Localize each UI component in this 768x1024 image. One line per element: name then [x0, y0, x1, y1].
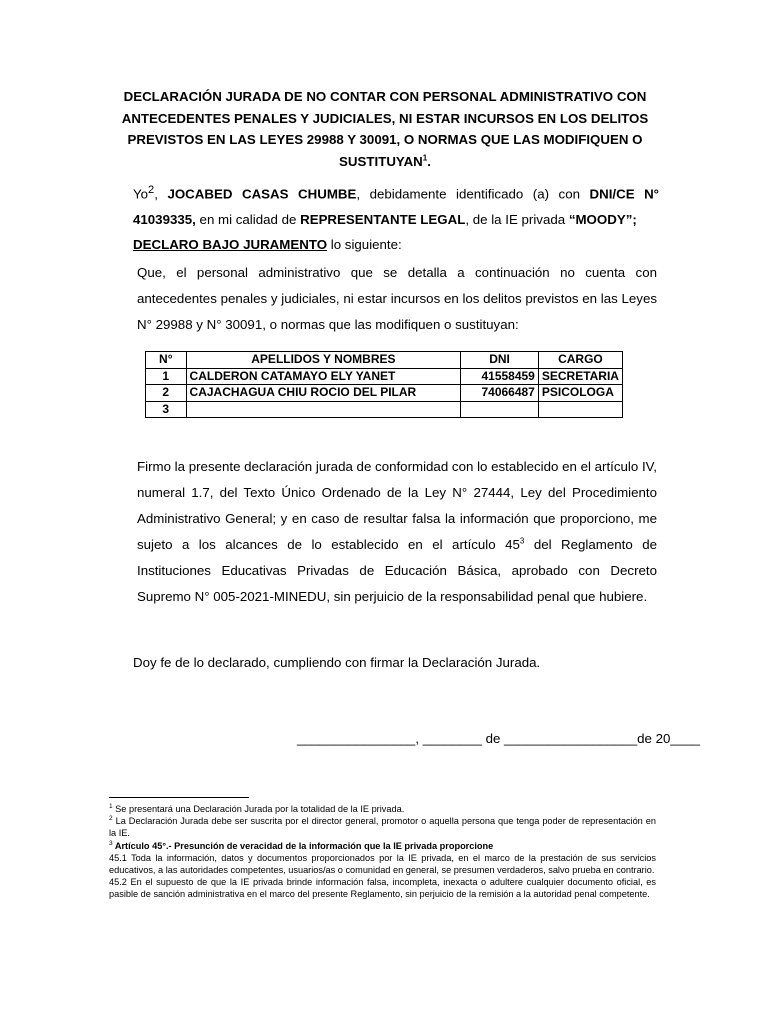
header-names: APELLIDOS Y NOMBRES: [186, 352, 461, 369]
footnote-1-marker: 1: [109, 802, 113, 810]
footnote-3-title: Artículo 45°.- Presunción de veracidad de la información que la IE privada proporcione: [112, 840, 494, 851]
row-cargo: [538, 401, 622, 418]
doy-fe-statement: Doy fe de lo declarado, cumpliendo con firmar la Declaración Jurada.: [133, 655, 541, 670]
row-name: CAJACHAGUA CHIU ROCIO DEL PILAR: [186, 385, 461, 402]
legal-declaration-paragraph: [137, 454, 657, 610]
intro-yo: Yo: [133, 186, 149, 202]
header-number: N°: [146, 352, 187, 369]
footnote-ref-1: 1: [422, 153, 428, 163]
legal-text-b: del Reglamento de Instituciones Educativas Privadas de Educación Básica, aprobado con Decreto Supremo N° 005-2021-MINEDU, sin perjuicio de la responsabilidad penal que hubiere.: [137, 537, 657, 604]
footnote-3-clause-1: 45.1 Toda la información, datos y documentos proporcionados por la IE privada, en el marco de la prestación de sus servicios educativos, a las autoridades competentes, usuarios/as o comunidad en general, se presumen verdaderos, salvo prueba en contrario.: [109, 852, 656, 876]
declarant-dni: DNI/CE N° 41039335,: [133, 186, 659, 227]
row-number: 1: [146, 368, 187, 385]
intro-paragraph: [133, 178, 659, 258]
footnote-3: [109, 840, 656, 852]
intro-separator: ,: [154, 186, 168, 202]
row-dni: 41558459: [461, 368, 539, 385]
intro-text-3: , de la IE privada: [465, 211, 569, 227]
header-cargo: CARGO: [538, 352, 622, 369]
header-dni: DNI: [461, 352, 539, 369]
intro-text-2: en mi calidad de: [195, 211, 301, 227]
footnote-3-clause-2: 45.2 En el supuesto de que la IE privada brinde información falsa, incompleta, inexacta o adultere cualquier documento oficial, es pasible de sanción administrativa en el marco del presente Reglamento, sin perjuicio de la remisión a la autoridad penal competente.: [109, 877, 656, 900]
row-cargo: SECRETARIA: [538, 368, 622, 385]
footnote-separator: [109, 797, 249, 798]
row-cargo: PSICOLOGA: [538, 385, 622, 402]
table-row: [146, 385, 623, 402]
staff-statement-paragraph: Que, el personal administrativo que se detalla a continuación no cuenta con antecedentes penales y judiciales, ni estar incursos en los delitos previstos en las Leyes N° 29988 y N° 30091, o normas que las modifiquen o sustituyan:: [137, 265, 657, 332]
legal-text-a: Firmo la presente declaración jurada de conformidad con lo establecido en el artículo IV, numeral 1.7, del Texto Único Ordenado de la Ley N° 27444, Ley del Procedimiento Administrativo General; y en caso de resultar falsa la información que proporciono, me sujeto a los alcances de lo establecido en el artículo 45: [137, 459, 657, 552]
row-number: 3: [146, 401, 187, 418]
footnote-ref-2: 2: [148, 184, 155, 196]
footnote-2-text: La Declaración Jurada debe ser suscrita por el director general, promotor o aquella persona que tenga poder de representación en la IE.: [109, 816, 656, 839]
row-name: CALDERON CATAMAYO ELY YANET: [186, 368, 461, 385]
row-number: 2: [146, 385, 187, 402]
footnote-2-marker: 2: [109, 815, 113, 823]
table-header-row: [146, 352, 623, 369]
intro-text-4: lo siguiente:: [327, 237, 402, 253]
row-name: [186, 401, 461, 418]
footnotes: [109, 803, 656, 901]
row-dni: 74066487: [461, 385, 539, 402]
signature-date-line: ________________, ________ de __________________de 20____: [297, 731, 701, 746]
document-title: [120, 86, 650, 172]
declarant-name: JOCABED CASAS CHUMBE: [167, 186, 357, 202]
footnote-3-marker: 3: [109, 839, 113, 847]
footnote-1-text: Se presentará una Declaración Jurada por la totalidad de la IE privada.: [112, 804, 405, 814]
footnote-ref-3: 3: [519, 536, 525, 546]
intro-text-1: , debidamente identificado (a) con: [356, 186, 590, 202]
footnote-1: [109, 803, 656, 815]
table-row: [146, 368, 623, 385]
footnote-2: [109, 815, 656, 839]
declarant-role: REPRESENTANTE LEGAL: [300, 211, 466, 227]
school-name: “MOODY”;: [568, 211, 637, 227]
table-row: [146, 401, 623, 418]
title-period: .: [427, 153, 431, 169]
title-text: DECLARACIÓN JURADA DE NO CONTAR CON PERSONAL ADMINISTRATIVO CON ANTECEDENTES PENALES Y JUDICIALES, NI ESTAR INCURSOS EN LOS DELITOS PREVISTOS EN LAS LEYES 29988 Y 30091, O NORMAS QUE LAS MODIFIQUEN O SUSTITUYAN: [121, 89, 649, 169]
row-dni: [461, 401, 539, 418]
declaro-bajo-juramento: DECLARO BAJO JURAMENTO: [133, 237, 328, 253]
staff-table: [145, 351, 623, 418]
